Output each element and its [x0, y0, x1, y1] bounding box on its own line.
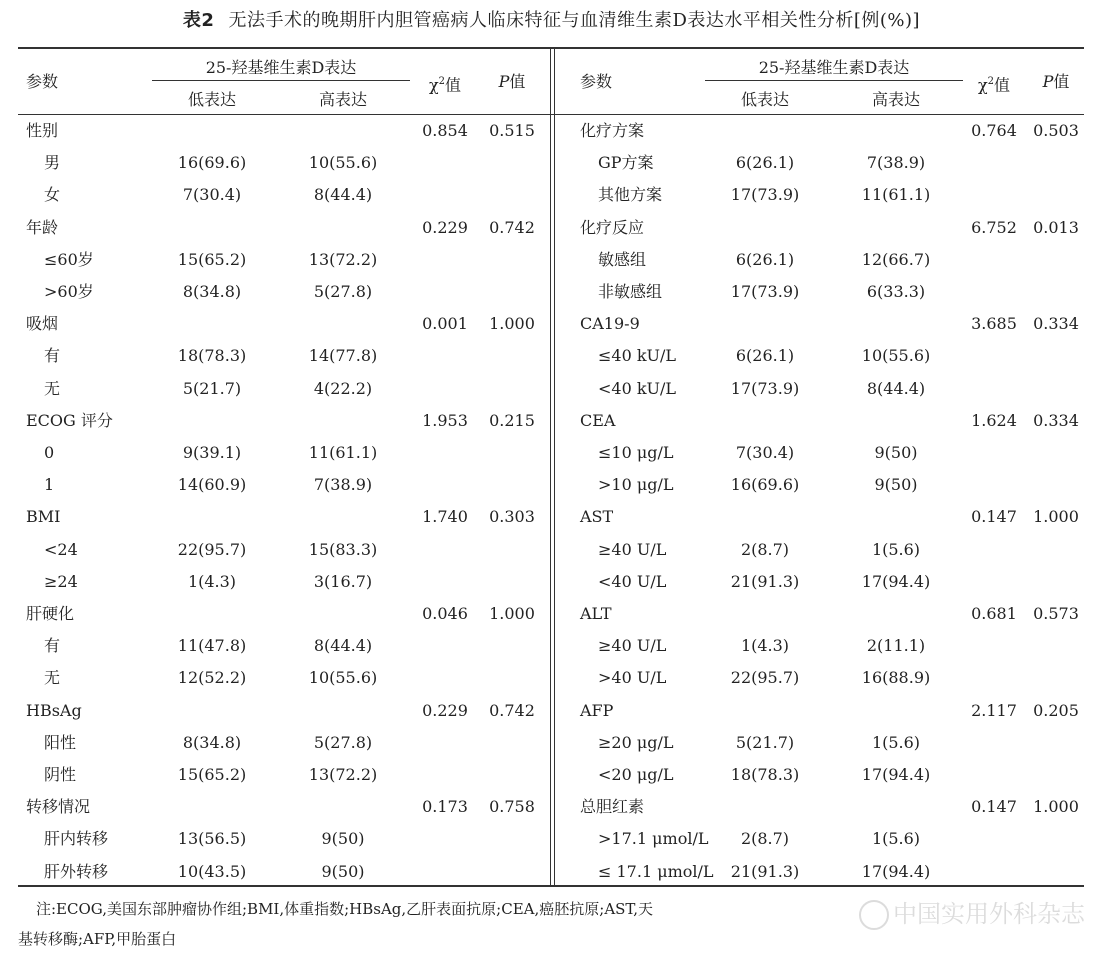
row-param: 肝外转移: [44, 862, 109, 881]
row-param: 性别: [26, 121, 59, 140]
row-param: ≤40 kU/L: [598, 346, 677, 365]
row-high-value: 17(94.4): [861, 572, 931, 591]
row-param: ≥24: [44, 572, 78, 591]
row-chi-value: 0.147: [971, 507, 1017, 526]
row-chi-value: 1.740: [422, 507, 468, 526]
row-param: ≤60岁: [44, 250, 94, 269]
row-low-value: 21(91.3): [730, 572, 800, 591]
row-low-value: 17(73.9): [730, 282, 800, 301]
watermark-text: 中国实用外科杂志: [893, 900, 1085, 928]
row-high-value: 15(83.3): [308, 540, 378, 559]
row-param: AST: [580, 507, 614, 526]
row-low-value: 12(52.2): [177, 668, 247, 687]
row-param: 女: [44, 185, 61, 204]
row-p-value: 1.000: [1033, 797, 1079, 816]
header-group-left: 25-羟基维生素D表达: [205, 58, 357, 77]
row-param: 化疗反应: [580, 218, 645, 237]
header-group-right: 25-羟基维生素D表达: [758, 58, 910, 77]
row-param: GP方案: [598, 153, 654, 172]
row-high-value: 10(55.6): [308, 668, 378, 687]
row-chi-value: 0.229: [422, 701, 468, 720]
row-low-value: 17(73.9): [730, 185, 800, 204]
row-high-value: 2(11.1): [866, 636, 926, 655]
row-high-value: 8(44.4): [313, 636, 373, 655]
row-low-value: 18(78.3): [177, 346, 247, 365]
row-param: >60岁: [44, 282, 94, 301]
row-p-value: 0.215: [489, 411, 535, 430]
table-number: 表2: [182, 10, 215, 31]
row-high-value: 5(27.8): [313, 733, 373, 752]
header-high-left: 高表达: [318, 90, 367, 109]
row-low-value: 10(43.5): [177, 862, 247, 881]
row-high-value: 17(94.4): [861, 765, 931, 784]
chi-symbol: χ: [428, 75, 439, 95]
p-suffix: 值: [1053, 72, 1070, 91]
row-param: HBsAg: [26, 701, 82, 720]
header-param-left: 参数: [26, 72, 59, 91]
left-group-rule: [152, 80, 410, 81]
row-p-value: 0.515: [489, 121, 535, 140]
row-chi-value: 0.764: [971, 121, 1017, 140]
row-param: 1: [44, 475, 55, 494]
row-param: ALT: [580, 604, 612, 623]
row-high-value: 11(61.1): [861, 185, 931, 204]
row-param: 阳性: [44, 733, 77, 752]
row-param: 吸烟: [26, 314, 59, 333]
row-low-value: 1(4.3): [740, 636, 790, 655]
row-param: 其他方案: [598, 185, 663, 204]
row-p-value: 0.013: [1033, 218, 1079, 237]
wechat-icon: [859, 900, 889, 930]
row-low-value: 14(60.9): [177, 475, 247, 494]
row-param: 年龄: [26, 218, 59, 237]
row-low-value: 15(65.2): [177, 250, 247, 269]
row-low-value: 22(95.7): [730, 668, 800, 687]
row-high-value: 16(88.9): [861, 668, 931, 687]
header-low-left: 低表达: [187, 90, 236, 109]
row-low-value: 6(26.1): [735, 250, 795, 269]
center-divider-b: [554, 47, 555, 887]
row-chi-value: 1.953: [422, 411, 468, 430]
header-high-right: 高表达: [871, 90, 920, 109]
chi-suffix: 值: [445, 75, 462, 95]
row-high-value: 9(50): [874, 475, 918, 494]
row-low-value: 17(73.9): [730, 379, 800, 398]
row-low-value: 16(69.6): [177, 153, 247, 172]
row-low-value: 5(21.7): [182, 379, 242, 398]
header-bottom-rule: [18, 114, 1084, 115]
p-suffix: 值: [509, 72, 526, 91]
row-low-value: 13(56.5): [177, 829, 247, 848]
row-chi-value: 0.854: [422, 121, 468, 140]
row-param: 化疗方案: [580, 121, 645, 140]
row-param: CA19-9: [580, 314, 640, 333]
row-param: 有: [44, 346, 61, 365]
row-high-value: 7(38.9): [313, 475, 373, 494]
row-param: 肝硬化: [26, 604, 75, 623]
row-high-value: 9(50): [321, 829, 365, 848]
header-param-right: 参数: [580, 72, 613, 91]
row-param: 阴性: [44, 765, 77, 784]
row-high-value: 9(50): [874, 443, 918, 462]
row-p-value: 1.000: [1033, 507, 1079, 526]
row-low-value: 7(30.4): [182, 185, 242, 204]
row-low-value: 15(65.2): [177, 765, 247, 784]
row-param: 有: [44, 636, 61, 655]
row-p-value: 0.742: [489, 701, 535, 720]
row-low-value: 8(34.8): [182, 733, 242, 752]
row-high-value: 1(5.6): [871, 733, 921, 752]
row-param: BMI: [26, 507, 61, 526]
row-high-value: 8(44.4): [313, 185, 373, 204]
row-high-value: 10(55.6): [308, 153, 378, 172]
footnote-line-2: 基转移酶;AFP,甲胎蛋白: [18, 930, 177, 948]
row-p-value: 0.573: [1033, 604, 1079, 623]
row-chi-value: 0.001: [422, 314, 468, 333]
row-chi-value: 0.173: [422, 797, 468, 816]
header-p-left: [480, 72, 544, 92]
footnote-line-1: 注:ECOG,美国东部肿瘤协作组;BMI,体重指数;HBsAg,乙肝表面抗原;CEA,癌胚抗原;AST,天: [36, 900, 653, 918]
chi-symbol: χ: [977, 75, 988, 95]
row-p-value: 0.205: [1033, 701, 1079, 720]
row-low-value: 7(30.4): [735, 443, 795, 462]
row-chi-value: 0.229: [422, 218, 468, 237]
row-param: >17.1 μmol/L: [598, 829, 709, 848]
row-low-value: 6(26.1): [735, 346, 795, 365]
top-rule: [18, 47, 1084, 49]
row-chi-value: 0.147: [971, 797, 1017, 816]
row-param: >40 U/L: [598, 668, 667, 687]
row-high-value: 7(38.9): [866, 153, 926, 172]
row-high-value: 1(5.6): [871, 829, 921, 848]
row-p-value: 0.758: [489, 797, 535, 816]
chi-sup: 2: [438, 76, 446, 87]
p-symbol: P: [1042, 72, 1054, 91]
row-p-value: 0.334: [1033, 314, 1079, 333]
header-p-right: [1025, 72, 1087, 92]
row-param: <24: [44, 540, 78, 559]
row-p-value: 1.000: [489, 604, 535, 623]
row-param: ≥20 μg/L: [598, 733, 674, 752]
p-symbol: P: [498, 72, 510, 91]
row-high-value: 14(77.8): [308, 346, 378, 365]
row-param: 0: [44, 443, 55, 462]
row-param: ≥40 U/L: [598, 540, 667, 559]
row-param: ≤ 17.1 μmol/L: [598, 862, 714, 881]
table-title: [0, 6, 1103, 32]
row-param: ≤10 μg/L: [598, 443, 674, 462]
header-low-right: 低表达: [740, 90, 789, 109]
row-p-value: 0.303: [489, 507, 535, 526]
row-high-value: 5(27.8): [313, 282, 373, 301]
row-param: 男: [44, 153, 61, 172]
row-high-value: 1(5.6): [871, 540, 921, 559]
row-param: 非敏感组: [598, 282, 663, 301]
row-param: 敏感组: [598, 250, 647, 269]
row-low-value: 5(21.7): [735, 733, 795, 752]
row-high-value: 12(66.7): [861, 250, 931, 269]
row-high-value: 13(72.2): [308, 250, 378, 269]
row-low-value: 1(4.3): [187, 572, 237, 591]
row-low-value: 9(39.1): [182, 443, 242, 462]
row-param: 无: [44, 668, 61, 687]
row-param: <40 U/L: [598, 572, 667, 591]
row-low-value: 16(69.6): [730, 475, 800, 494]
row-chi-value: 2.117: [971, 701, 1017, 720]
row-high-value: 17(94.4): [861, 862, 931, 881]
row-high-value: 8(44.4): [866, 379, 926, 398]
row-param: CEA: [580, 411, 616, 430]
right-group-rule: [705, 80, 963, 81]
watermark: [859, 894, 1085, 930]
row-low-value: 21(91.3): [730, 862, 800, 881]
row-low-value: 18(78.3): [730, 765, 800, 784]
row-low-value: 2(8.7): [740, 540, 790, 559]
row-param: 无: [44, 379, 61, 398]
chi-sup: 2: [987, 76, 995, 87]
row-chi-value: 0.681: [971, 604, 1017, 623]
row-low-value: 8(34.8): [182, 282, 242, 301]
row-p-value: 0.334: [1033, 411, 1079, 430]
row-high-value: 3(16.7): [313, 572, 373, 591]
row-param: <20 μg/L: [598, 765, 674, 784]
row-chi-value: 3.685: [971, 314, 1017, 333]
row-param: 总胆红素: [580, 797, 645, 816]
row-param: >10 μg/L: [598, 475, 674, 494]
row-p-value: 0.503: [1033, 121, 1079, 140]
row-chi-value: 0.046: [422, 604, 468, 623]
bottom-rule: [18, 885, 1084, 887]
row-p-value: 1.000: [489, 314, 535, 333]
row-param: ≥40 U/L: [598, 636, 667, 655]
row-high-value: 10(55.6): [861, 346, 931, 365]
row-high-value: 4(22.2): [313, 379, 373, 398]
row-param: AFP: [580, 701, 614, 720]
row-param: <40 kU/L: [598, 379, 677, 398]
row-chi-value: 6.752: [971, 218, 1017, 237]
row-param: 转移情况: [26, 797, 91, 816]
header-chi-right: [963, 72, 1025, 95]
row-low-value: 22(95.7): [177, 540, 247, 559]
row-low-value: 11(47.8): [177, 636, 247, 655]
row-low-value: 2(8.7): [740, 829, 790, 848]
row-param: 肝内转移: [44, 829, 109, 848]
center-divider-a: [550, 47, 551, 887]
row-low-value: 6(26.1): [735, 153, 795, 172]
chi-suffix: 值: [994, 75, 1011, 95]
header-chi-left: [410, 72, 480, 95]
row-p-value: 0.742: [489, 218, 535, 237]
row-high-value: 9(50): [321, 862, 365, 881]
row-high-value: 13(72.2): [308, 765, 378, 784]
row-param: ECOG 评分: [26, 411, 113, 430]
table-caption: 无法手术的晚期肝内胆管癌病人临床特征与血清维生素D表达水平相关性分析[例(%)]: [228, 10, 921, 31]
row-high-value: 6(33.3): [866, 282, 926, 301]
row-high-value: 11(61.1): [308, 443, 378, 462]
row-chi-value: 1.624: [971, 411, 1017, 430]
